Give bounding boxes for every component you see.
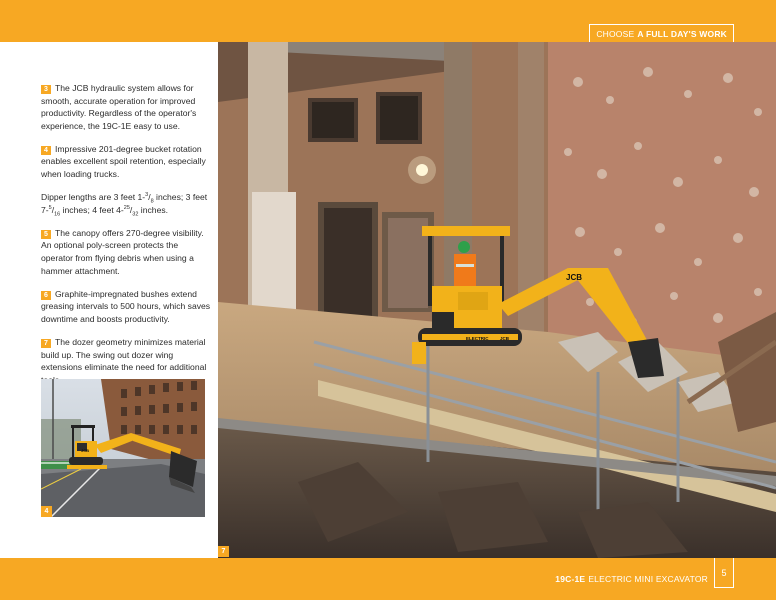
- fraction-numerator: 5: [48, 204, 52, 211]
- feature-text-column: [41, 82, 211, 397]
- feature-number-badge: 7: [41, 339, 51, 348]
- fraction-denominator: 8: [150, 198, 154, 205]
- track-electric-label: ELECTRIC: [466, 336, 489, 341]
- feature-5: [41, 227, 211, 277]
- feature-text: The canopy offers 270-degree visibility. An optional poly-screen protects the operator from flying debris when using a hammer attachment.: [41, 227, 204, 276]
- page-number: 5: [714, 558, 734, 588]
- track-jcb-label: JCB: [500, 336, 510, 341]
- feature-text: Graphite-impregnated bushes extend greasing intervals to 500 hours, which saves downtime and boosts productivity.: [41, 288, 211, 324]
- section-tag-strong: A FULL DAY'S WORK: [637, 28, 727, 39]
- street-excavator-photo: [41, 379, 205, 517]
- demolition-site-photo: [218, 42, 776, 558]
- feature-number-badge: 5: [41, 230, 51, 239]
- feature-4: [41, 143, 211, 181]
- footer-product: ELECTRIC MINI EXCAVATOR: [588, 574, 708, 584]
- section-tag-light: CHOOSE: [596, 28, 635, 39]
- feature-6: [41, 288, 211, 326]
- dipper-prefix: Dipper lengths are 3 feet 1-: [41, 192, 146, 203]
- photo-badge-4: 4: [41, 506, 52, 517]
- feature-text: The dozer geometry minimizes material build up. The swing out dozer wing extensions eliminate the need for additional: [41, 337, 207, 373]
- dipper-mid: inches; 4 feet 4-: [60, 204, 124, 215]
- arm-jcb-logo: JCB: [566, 273, 583, 282]
- dipper-mid: inches; 3 feet 7-: [41, 192, 208, 215]
- footer-model: 19C-1E: [555, 574, 586, 584]
- feature-number-badge: 4: [41, 146, 51, 155]
- fraction-numerator: 25: [123, 204, 130, 211]
- section-tag: [589, 24, 734, 42]
- thumb-jcb-logo: JCB: [81, 448, 90, 453]
- dipper-lengths: Dipper lengths are 3 feet $1-^3/_8$ inches; 3 feet $7-^5/_{16}$ inches; 4 feet $4-^{25}/_{32}$ inches.: [41, 192, 208, 218]
- fraction-denominator: 16: [54, 211, 61, 218]
- fraction-denominator: 32: [132, 211, 139, 218]
- feature-text: Impressive 201-degree bucket rotation enables excellent spoil retention, especially when loading trucks.: [41, 143, 206, 180]
- dipper-suffix: inches.: [138, 204, 169, 215]
- feature-text: The JCB hydraulic system allows for smooth, accurate operation for improved productivity. Regardless of the operator's experience, the 19C-1E easy to use.: [41, 83, 197, 131]
- feature-number-badge: 3: [41, 85, 51, 94]
- feature-3: [41, 82, 211, 132]
- fraction-numerator: 3: [145, 192, 149, 199]
- feature-number-badge: 6: [41, 291, 51, 300]
- footer-product-title: [555, 574, 708, 584]
- photo-badge-7: 7: [218, 546, 229, 557]
